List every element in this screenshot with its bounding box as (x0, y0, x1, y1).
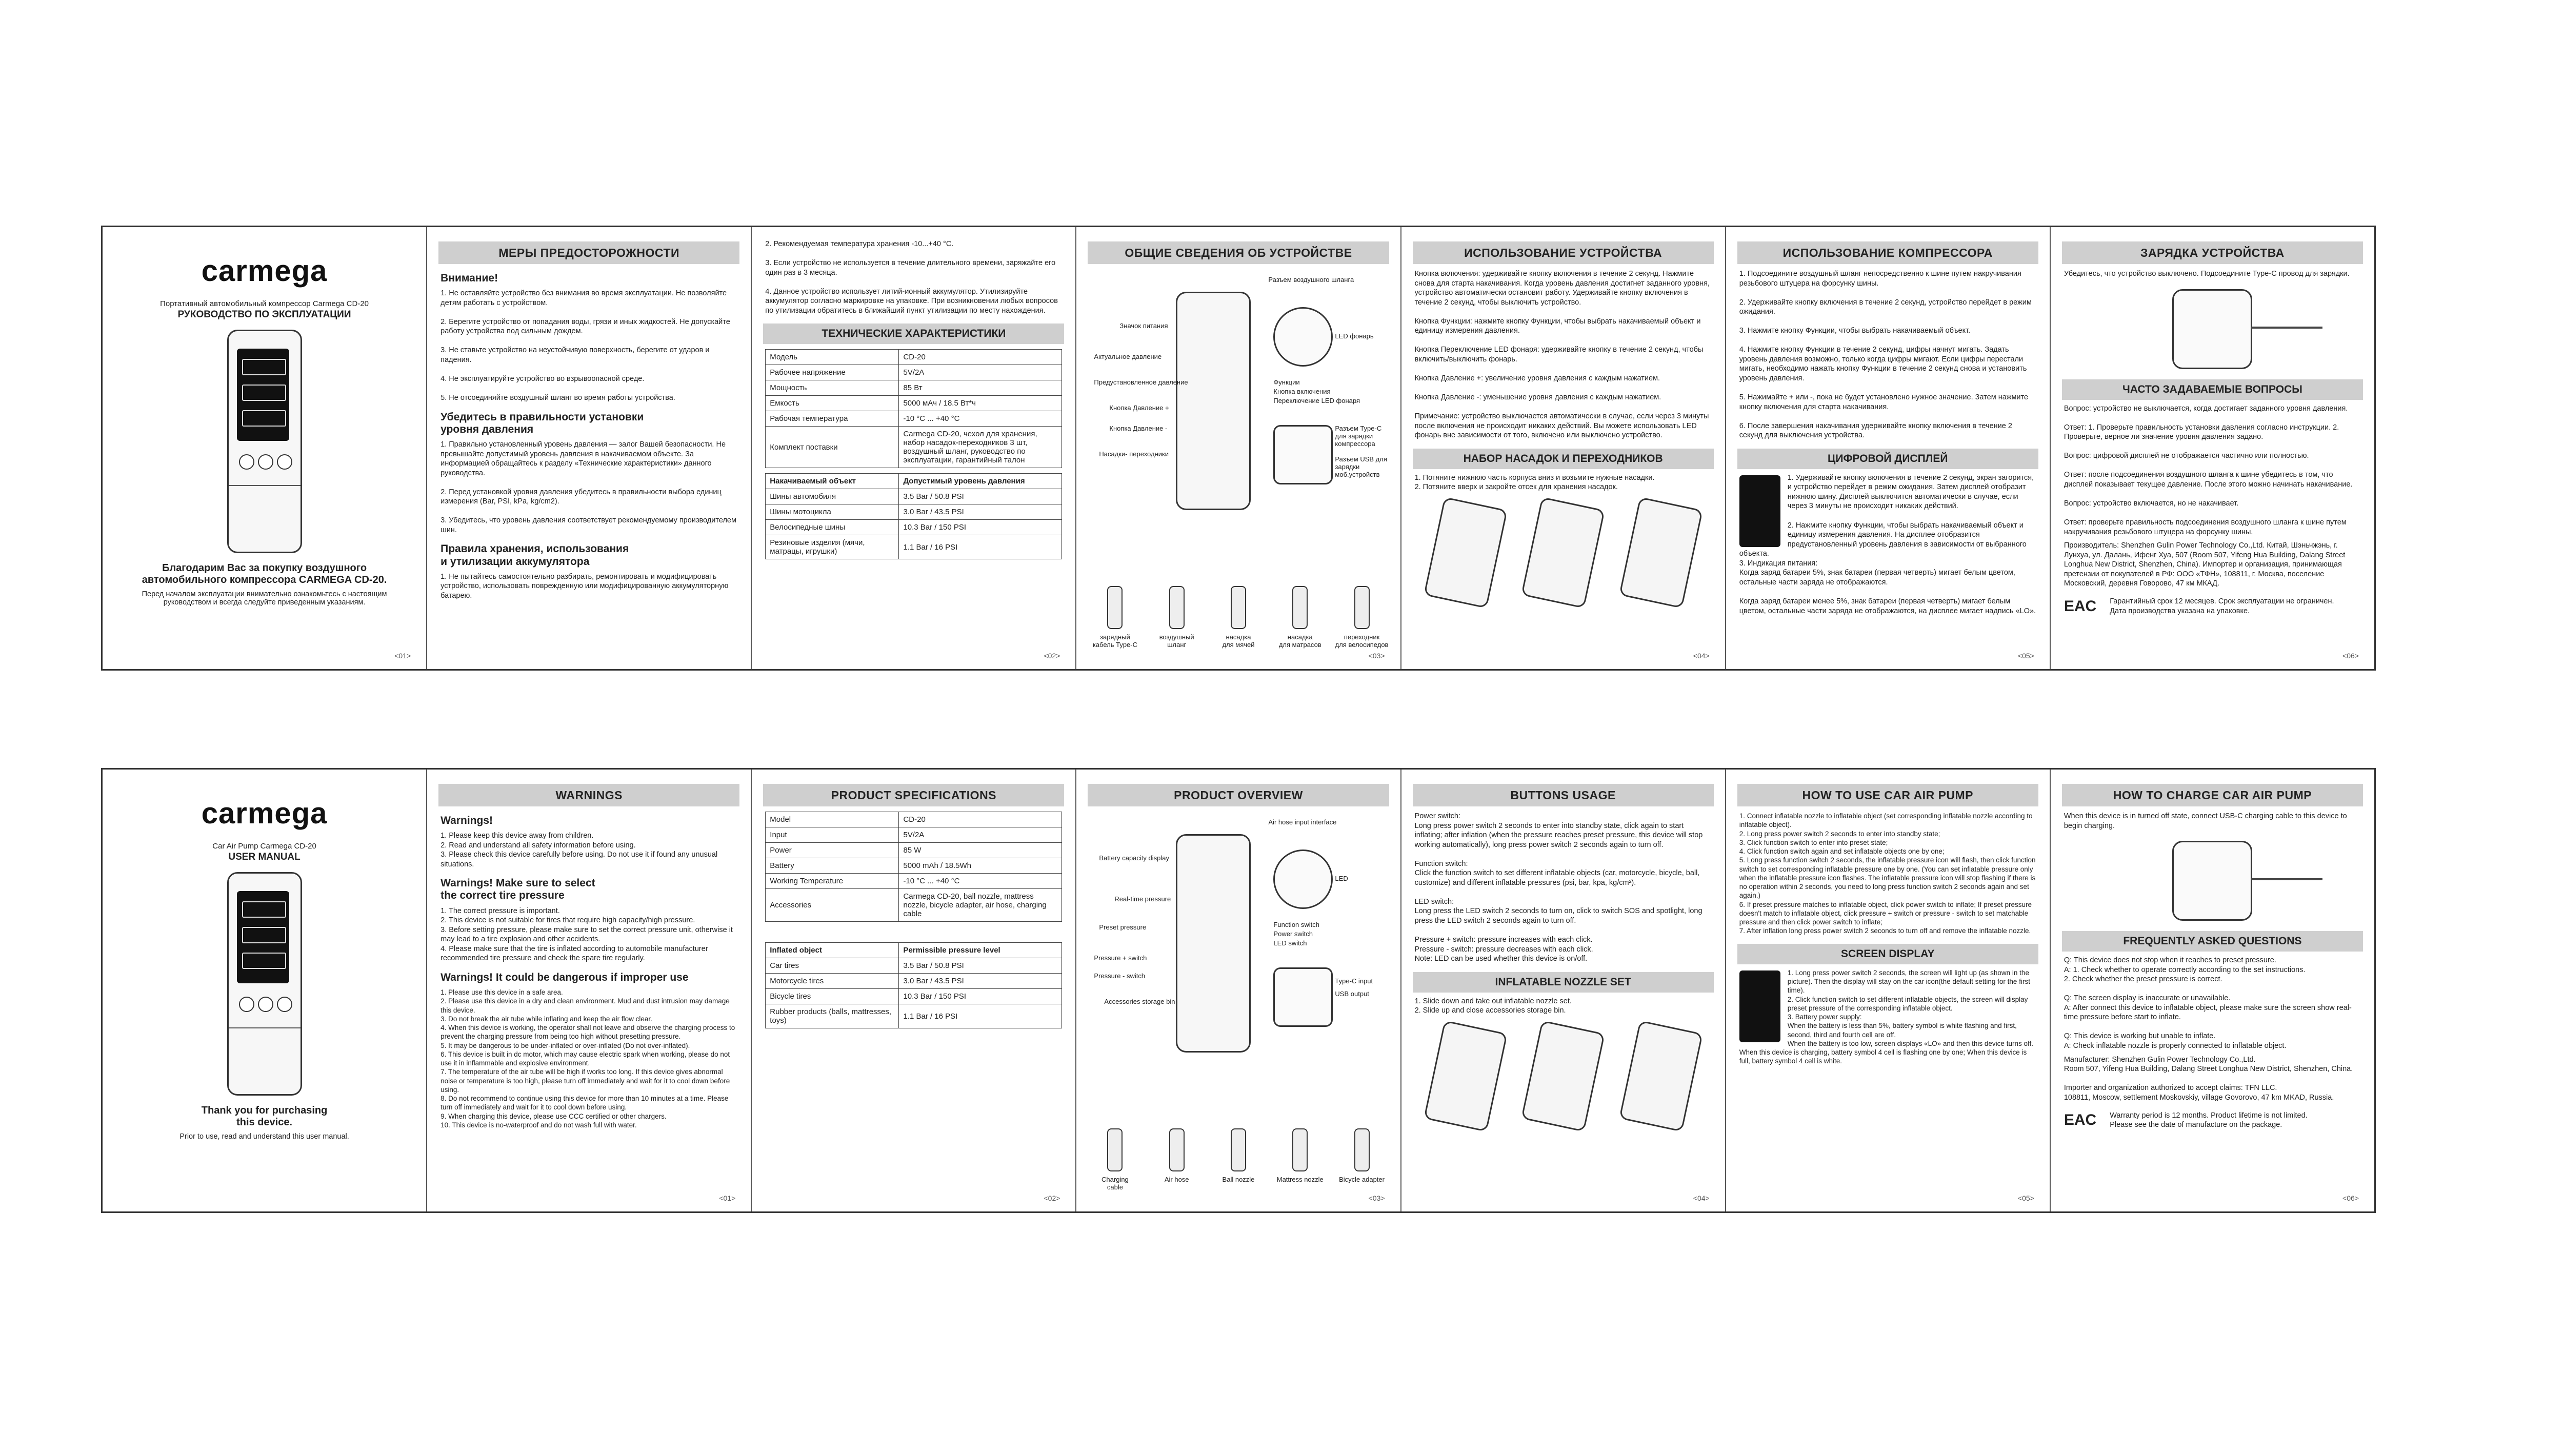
callout-usb: USB output (1335, 990, 1369, 998)
callout-minus: Pressure - switch (1094, 972, 1146, 980)
accessory-icon (1107, 1128, 1123, 1171)
table-row (766, 974, 1062, 989)
accessory-label: Ball nozzle (1222, 1176, 1255, 1183)
callout-typec: Разъем Type-C для зарядки компрессора (1335, 424, 1382, 448)
cover-title: USER MANUAL (228, 852, 301, 862)
charging-illustration (2172, 289, 2252, 369)
section-header: ЗАРЯДКА УСТРОЙСТВА (2062, 241, 2363, 264)
table-value-cell: 10.3 Bar / 150 PSI (899, 989, 1062, 1004)
table-key-cell: Комплект поставки (766, 427, 899, 468)
paragraph: 1. Не пытайтесь самостоятельно разбирать, ремонтировать и модифицировать устройство, использовать поврежденную или модифицированную аккумуляторную батарею. (440, 572, 729, 600)
table-key-cell: Велосипедные шины (766, 520, 899, 535)
table-key-cell: Шины автомобиля (766, 489, 899, 504)
paragraph: 1. Slide down and take out inflatable nozzle set. 2. Slide up and close accessories storage bin. (1414, 997, 1572, 1015)
accessory-icon (1292, 586, 1308, 629)
table-key-cell: Car tires (766, 958, 899, 974)
cover-title: РУКОВОДСТВО ПО ЭКСПЛУАТАЦИИ (177, 309, 351, 320)
paragraph: When this device is in turned off state, connect USB-C charging cable to this device to begin charging. (2064, 812, 2347, 830)
table-row (766, 958, 1062, 974)
table-value-cell: CD-20 (899, 350, 1062, 365)
table-value-cell: 85 Вт (899, 380, 1062, 396)
table-key-cell: Power (766, 843, 899, 858)
compressor-panel (1726, 227, 2051, 669)
heading: Правила хранения, использования и утилизации аккумулятора (440, 543, 629, 568)
warranty-text: Warranty period is 12 months. Product lifetime is not limited. Please see the date of manufacture on the package. (2110, 1111, 2308, 1129)
accessory-label: Bicycle adapter (1339, 1176, 1385, 1183)
accessory-label: насадка для мячей (1222, 633, 1255, 649)
accessories-row (1087, 586, 1390, 649)
accessory-label: Charging cable (1101, 1176, 1129, 1191)
spec-table (765, 812, 1062, 922)
callout-led-switch: LED switch (1273, 939, 1307, 947)
accessory-item (1334, 1128, 1390, 1191)
brand-logo: carmega (201, 797, 328, 830)
callout-nozzles: Accessories storage bin (1104, 998, 1175, 1005)
heading: Warnings! It could be dangerous if improper use (440, 971, 689, 983)
table-header-cell: Permissible pressure level (899, 943, 1062, 958)
nozzle-illustration (1417, 502, 1710, 603)
table-row (766, 535, 1062, 559)
table-header-row (766, 474, 1062, 489)
buttons-panel (1401, 770, 1726, 1211)
table-value-cell: -10 °С ... +40 °С (899, 411, 1062, 427)
section-header: HOW TO USE CAR AIR PUMP (1737, 784, 2038, 806)
pressure-table (765, 473, 1062, 559)
charging-panel (2051, 227, 2374, 669)
callout-led: LED (1335, 875, 1348, 882)
paragraph: 1. Please use this device in a safe area. 2. Please use this device in a dry and clean environment. Mud and dust intrusion may damage this device. 3. Do not break the air tube while inflating and keep the air flow clear. 4. When this device is working, the operator shall not leave and observe the charging process to prevent the charging pressure from being too high without presetting pressure. 5. It may be dangerous to be under-inflated or over-inflated (Do not over-inflated). 6. This device is built in dc motor, which may cause electric spark when working, please do not use it in inflammable and explosive environment. 7. The temperature of the air tube will be high if works too long. If this device gives abnormal noise or temperature is too high, please turn off immediately and wait for it to cool down before using. 8. Do not recommend to continue using this device for more than 10 minutes at a time. Please turn off immediately and wait for it to cool down before using. 9. When charging this device, please use CCC certified or other chargers. 10. This device is no-waterproof and do not wash full with water. (440, 988, 735, 1129)
cover-subtitle: Портативный автомобильный компрессор Carmega CD-20 (160, 299, 369, 308)
table-key-cell: Motorcycle tires (766, 974, 899, 989)
table-row (766, 504, 1062, 520)
callout-nozzles: Насадки- переходники (1099, 450, 1169, 458)
section-header: ЦИФРОВОЙ ДИСПЛЕЙ (1737, 449, 2038, 469)
paragraph: 1. The correct pressure is important. 2. This device is not suitable for tires that require high capacity/high pressure. 3. Before setting pressure, please make sure to set the correct pressure unit, otherwise it may lead to a tire explosion and other accidents. 4. Please make sure that the tire is inflated according to automobile manufacturer recommended tire pressure and check the spare tire regularly. (440, 906, 733, 963)
accessory-label: Mattress nozzle (1276, 1176, 1324, 1183)
spec-table (765, 349, 1062, 468)
table-value-cell: Carmega CD-20, ball nozzle, mattress nozzle, bicycle adapter, air hose, charging cable (899, 889, 1062, 922)
callout-actual: Real-time pressure (1114, 895, 1171, 903)
cover-thanks: Thank you for purchasing this device. (201, 1105, 328, 1128)
section-header: BUTTONS USAGE (1413, 784, 1714, 806)
accessory-label: зарядный кабель Type-C (1092, 633, 1138, 649)
paragraph: 1. Правильно установленный уровень давления — залог Вашей безопасности. Не превышайте допустимый уровень давления в накачиваемом объекте. За информацией обращайтесь к разделу «Технические характеристики» данного руководства. 2. Перед установкой уровня давления убедитесь в правильности выбора единиц измерения (Bar, PSI, kPa, kg/cm2). 3. Убедитесь, что уровень давления соответствует рекомендуемому производителем шин. (440, 440, 736, 534)
overview-panel (1076, 770, 1401, 1211)
table-value-cell: CD-20 (899, 812, 1062, 827)
accessory-item (1149, 586, 1205, 649)
table-value-cell: 3.5 Bar / 50.8 PSI (899, 489, 1062, 504)
section-header: МЕРЫ ПРЕДОСТОРОЖНОСТИ (438, 241, 739, 264)
device-diagram (1089, 271, 1388, 538)
table-value-cell: 5V/2A (899, 827, 1062, 843)
callout-led-switch: Переключение LED фонаря (1273, 397, 1360, 405)
accessory-icon (1354, 586, 1370, 629)
cover-panel (103, 227, 427, 669)
device-diagram (1089, 814, 1388, 1080)
section-header: ТЕХНИЧЕСКИЕ ХАРАКТЕРИСТИКИ (763, 323, 1064, 344)
device-illustration (227, 872, 302, 1096)
section-header: НАБОР НАСАДОК И ПЕРЕХОДНИКОВ (1413, 449, 1714, 469)
howto-panel (1726, 770, 2051, 1211)
callout-preset: Preset pressure (1099, 923, 1147, 931)
manual-sheet-russian (101, 226, 2376, 671)
cover-note: Prior to use, read and understand this user manual. (179, 1133, 349, 1141)
table-row (766, 889, 1062, 922)
callout-plus: Pressure + switch (1094, 954, 1147, 962)
accessory-item (1087, 1128, 1143, 1191)
table-value-cell: 5V/2A (899, 365, 1062, 380)
table-key-cell: Battery (766, 858, 899, 874)
page-number: <05> (2017, 1194, 2034, 1202)
charging-illustration (2172, 841, 2252, 921)
callout-hose: Разъем воздушного шланга (1268, 276, 1354, 284)
table-value-cell: 3.5 Bar / 50.8 PSI (899, 958, 1062, 974)
device-illustration (227, 330, 302, 553)
warnings-panel (427, 770, 752, 1211)
table-value-cell: 5000 мАч / 18.5 Вт*ч (899, 396, 1062, 411)
callout-function: Function switch (1273, 921, 1320, 928)
pressure-table (765, 942, 1062, 1028)
display-illustration (1739, 970, 1780, 1042)
paragraph: 1. Connect inflatable nozzle to inflatable object (set corresponding inflatable nozzle according to inflatable object). 2. Long press power switch 2 seconds to enter into standby state; 3. Click function switch to enter into preset state; 4. Click function switch again and set inflatable objects one by one; 5. Long press function switch 2 seconds, the inflatable pressure icon will flash, then click function switch to set corresponding inflatable pressure one by one. (You can set inflatable pressure only when the inflatable pressure icon flashes. The inflatable pressure icon will stop flashing if there is no operation within 2 seconds, you need to long press function switch 2 seconds again and set again.) 6. If preset pressure matches to inflatable object, click power switch to inflate; If preset pressure doesn't match to inflatable object, click pressure + switch or pressure - switch to set matchable pressure and then click power switch to inflate; 7. After inflation long press power switch 2 seconds to turn off and remove the inflatable nozzle. (1739, 812, 2036, 935)
table-key-cell: Рабочая температура (766, 411, 899, 427)
nozzle-illustration (1417, 1026, 1710, 1126)
table-value-cell: 1.1 Bar / 16 PSI (899, 1004, 1062, 1028)
table-value-cell: 5000 mAh / 18.5Wh (899, 858, 1062, 874)
paragraph: 2. Рекомендуемая температура хранения -10...+40 °С. 3. Если устройство не используется в течение длительного времени, заряжайте его один раз в 3 месяца. 4. Данное устройство использует литий-ионный аккумулятор. Утилизируйте аккумулятор согласно маркировке на упаковке. При возникновении любых вопросов по утилизации обратитесь в ближайший пункт утилизации по месту нахождения. (765, 240, 1058, 315)
callout-hose: Air hose input interface (1268, 818, 1337, 826)
table-key-cell: Rubber products (balls, mattresses, toys) (766, 1004, 899, 1028)
table-key-cell: Model (766, 812, 899, 827)
section-header: ИСПОЛЬЗОВАНИЕ КОМПРЕССОРА (1737, 241, 2038, 264)
charge-panel (2051, 770, 2374, 1211)
callout-usb: Разъем USB для зарядки моб.устройств (1335, 455, 1387, 478)
table-row (766, 411, 1062, 427)
table-value-cell: 85 W (899, 843, 1062, 858)
section-header: ЧАСТО ЗАДАВАЕМЫЕ ВОПРОСЫ (2062, 379, 2363, 400)
table-value-cell: Carmega CD-20, чехол для хранения, набор насадок-переходников 3 шт, воздушный шланг, руководство по эксплуатации, гарантийный талон (899, 427, 1062, 468)
callout-minus: Кнопка Давление - (1109, 424, 1168, 432)
paragraph: 1. Потяните нижнюю часть корпуса вниз и возьмите нужные насадки. 2. Потяните вверх и закройте отсек для хранения насадок. (1414, 473, 1655, 492)
table-value-cell: 3.0 Bar / 43.5 PSI (899, 974, 1062, 989)
heading: Внимание! (440, 272, 498, 284)
callout-battery: Значок питания (1119, 322, 1168, 330)
table-row (766, 396, 1062, 411)
heading: Warnings! (440, 815, 493, 826)
eac-mark: EAC (2064, 597, 2097, 615)
accessory-label: воздушный шланг (1159, 633, 1194, 649)
callout-led: LED фонарь (1335, 332, 1374, 340)
accessories-row (1087, 1128, 1390, 1191)
callout-plus: Кнопка Давление + (1109, 404, 1169, 412)
section-header: SCREEN DISPLAY (1737, 944, 2038, 964)
table-key-cell: Accessories (766, 889, 899, 922)
accessory-icon (1231, 586, 1246, 629)
callout-power: Кнопка включения (1273, 388, 1331, 395)
table-row (766, 489, 1062, 504)
warranty-text: Гарантийный срок 12 месяцев. Срок эксплуатации не ограничен. Дата производства указана на упаковке. (2110, 597, 2334, 615)
table-key-cell: Модель (766, 350, 899, 365)
cover-thanks: Благодарим Вас за покупку воздушного автомобильного компрессора CARMEGA CD-20. (142, 562, 387, 585)
accessory-label: переходник для велосипедов (1335, 633, 1389, 649)
table-row (766, 380, 1062, 396)
section-header: HOW TO CHARGE CAR AIR PUMP (2062, 784, 2363, 806)
eac-mark: EAC (2064, 1111, 2097, 1129)
paragraph: Power switch: Long press power switch 2 seconds to enter into standby state, click again to start inflating; after inflation (when the pressure reaches preset pressure, this device will stop working automatically), long press power switch 2 seconds again to turn off. Function switch: Click the function switch to set different inflatable objects (car, motorcycle, bicycle, ball, customize) and different inflatable pressures (psi, bar, kpa, kg/cm²). LED switch: Long press the LED switch 2 seconds to turn on, click to switch SOS and spotlight, long press the LED switch 2 seconds again to turn off. Pressure + switch: pressure increases with each click. Pressure - switch: pressure decreases with each click. Note: LED can be used whether this device is on/off. (1414, 812, 1703, 963)
table-header-cell: Допустимый уровень давления (899, 474, 1062, 489)
heading: Warnings! Make sure to select the correct tire pressure (440, 877, 595, 902)
manufacturer-text: Manufacturer: Shenzhen Gulin Power Technology Co.,Ltd. Room 507, Yifeng Hua Building, Dalang Street Longhua New District, Shenzhen, China. Importer and organization authorized to accept claims: TFN LLC. 108811, Moscow, settlement Moskovskiy, village Govorovo, 47 km MKAD, Russia. (2064, 1055, 2353, 1102)
paragraph: Кнопка включения: удерживайте кнопку включения в течение 2 секунд. Нажмите снова для старта накачивания. Когда уровень давления достигнет заданного уровня, устройство автоматически остановит работу. Удерживайте кнопку включения в течение 2 секунд, чтобы выключить устройство. Кнопка Функции: нажмите кнопку Функции, чтобы выбрать накачиваемый объект и единицу измерения давления. Кнопка Переключение LED фонаря: удерживайте кнопку в течение 2 секунд, чтобы включить/выключить фонарь. Кнопка Давление +: увеличение уровня давления с каждым нажатием. Кнопка Давление -: уменьшение уровня давления с каждым нажатием. Примечание: устройство выключается автоматически в случае, если через 3 минуты после включения не происходит никаких действий. Вы можете использовать LED фонарь вне зависимости от того, включено или выключено устройство. (1414, 270, 1710, 440)
table-value-cell: -10 °C ... +40 °C (899, 874, 1062, 889)
manual-sheet-english (101, 768, 2376, 1213)
table-key-cell: Мощность (766, 380, 899, 396)
accessory-icon (1169, 1128, 1185, 1171)
section-header: FREQUENTLY ASKED QUESTIONS (2062, 931, 2363, 952)
cover-subtitle: Car Air Pump Carmega CD-20 (212, 842, 316, 851)
callout-typec: Type-C input (1335, 977, 1373, 985)
table-row (766, 874, 1062, 889)
cover-panel (103, 770, 427, 1211)
paragraph: 1. Подсоедините воздушный шланг непосредственно к шине путем накручивания резьбового штуцера на форсунку шины. 2. Удерживайте кнопку включения в течение 2 секунд, устройство перейдет в режим ожидания. 3. Нажмите кнопку Функции, чтобы выбрать накачиваемый объект. 4. Нажмите кнопку Функции в течение 2 секунд, цифры начнут мигать. Задать уровень давления возможно, только когда цифры мигают. Если цифры перестали мигать, необходимо нажать кнопку Функции в течение 2 секунд снова и установить уровень давления. 5. Нажимайте + или -, пока не будет установлено нужное значение. Затем нажмите кнопку включения для старта накачивания. 6. После завершения накачивания удерживайте кнопку включения в течение 2 секунд для выключения устройства. (1739, 270, 2032, 440)
callout-actual: Актуальное давление (1094, 353, 1162, 360)
table-key-cell: Шины мотоцикла (766, 504, 899, 520)
table-row (766, 989, 1062, 1004)
paragraph: 1. Удерживайте кнопку включения в течение 2 секунд, экран загорится, и устройство перейдет в режим ожидания. Затем дисплей отобразит нижнюю шину. Дисплей выключится автоматически в случае, если через 3 минуты не происходит никаких действий. 2. Нажмите кнопку Функции, чтобы выбрать накачиваемый объект и единицу измерения давления. На дисплее отобразится предустановленный уровень давления в зависимости от выбранного объекта. 3. Индикация питания: Когда заряд батареи 5%, знак батареи (первая четверть) мигает белым цветом, остальные части заряда не отображаются. Когда заряд батареи менее 5%, знак батареи (первая четверть) мигает белым цветом, остальные части заряда не отображаются, на дисплее мигает надпись «LO». (1739, 473, 2036, 615)
accessory-icon (1169, 586, 1185, 629)
paragraph: 1. Не оставляйте устройство без внимания во время эксплуатации. Не позволяйте детям работать с устройством. 2. Берегите устройство от попадания воды, грязи и иных жидкостей. Не допускайте работу устройства под сильным дождем. 3. Не ставьте устройство на неустойчивую поверхность, берегите от ударов и падения. 4. Не эксплуатируйте устройство во взрывоопасной среде. 5. Не отсоединяйте воздушный шланг во время работы устройства. (440, 289, 730, 402)
accessory-icon (1107, 586, 1123, 629)
section-header: INFLATABLE NOZZLE SET (1413, 972, 1714, 993)
page-number: <01> (719, 1194, 736, 1202)
callout-preset: Предустановленное давление (1094, 378, 1188, 386)
display-illustration (1739, 475, 1780, 547)
paragraph: 1. Long press power switch 2 seconds, the screen will light up (as shown in the picture). Then the display will stay on the car icon(the default setting for the first time). 2. Click function switch to set different inflatable objects, the screen will display preset pressure of the corresponding inflatable object. 3. Battery power supply: When the battery is less than 5%, battery symbol is white flashing and first, second, third and fourth cell are off. When the battery is too low, screen displays «LO» and then this device turns off. When this device is charging, battery symbol 4 cell is flashing one by one; When this device is full, battery symbol 4 cell is white. (1739, 968, 2033, 1065)
table-row (766, 350, 1062, 365)
paragraph: 1. Please keep this device away from children. 2. Read and understand all safety information before using. 3. Please check this device carefully before using. Do not use it if found any unusual situations. (440, 832, 718, 868)
table-row (766, 1004, 1062, 1028)
page-number: <04> (1693, 652, 1710, 660)
table-key-cell: Резиновые изделия (мячи, матрацы, игрушки) (766, 535, 899, 559)
page-number: <03> (1368, 652, 1385, 660)
overview-panel (1076, 227, 1401, 669)
table-header-row (766, 943, 1062, 958)
section-header: PRODUCT SPECIFICATIONS (763, 784, 1064, 806)
table-value-cell: 1.1 Bar / 16 PSI (899, 535, 1062, 559)
accessory-item (1272, 586, 1328, 649)
table-value-cell: 10.3 Bar / 150 PSI (899, 520, 1062, 535)
table-header-cell: Накачиваемый объект (766, 474, 899, 489)
callout-function: Функции (1273, 378, 1300, 386)
accessory-item (1149, 1128, 1205, 1191)
table-row (766, 365, 1062, 380)
accessory-label: Air hose (1164, 1176, 1189, 1183)
specs-panel (752, 227, 1076, 669)
table-row (766, 427, 1062, 468)
brand-logo: carmega (201, 254, 328, 288)
page-number: <03> (1368, 1194, 1385, 1202)
manufacturer-text: Производитель: Shenzhen Gulin Power Technology Co.,Ltd. Китай, Шэньчжэнь, г. Лунхуа, ул. Далань, Ифенг Хуа, 507 (Room 507, Yifeng Hua Building, Dalang Street Longhua New District, Shenzhen, China). Импортер и организация, принимающая претензии от покупателей в РФ: ООО «ТФН», 108811, г. Москва, поселение Московский, деревня Говорово, 47 км МКАД. (2064, 541, 2346, 588)
callout-battery: Battery capacity display (1099, 854, 1169, 862)
specs-panel (752, 770, 1076, 1211)
page-number: <01> (394, 652, 411, 660)
table-row (766, 858, 1062, 874)
table-value-cell: 3.0 Bar / 43.5 PSI (899, 504, 1062, 520)
faq-text: Вопрос: устройство не выключается, когда достигает заданного уровня давления. Ответ: 1. Проверьте правильность установки давления согласно инструкции. 2. Проверьте, верное ли значение уровня давления задано. Вопрос: цифровой дисплей не отображается частично или полностью. Ответ: после подсоединения воздушного шланга к шине убедитесь в том, что дисплей показывает текущее давление. После этого можно начинать накачивание. Вопрос: устройство включается, но не накачивает. Ответ: проверьте правильность подсоединения воздушного шланга к шине путем накручивания резьбового штуцера на форсунку шины. (2064, 404, 2353, 536)
page-number: <02> (1044, 1194, 1060, 1202)
accessory-item (1272, 1128, 1328, 1191)
table-key-cell: Working Temperature (766, 874, 899, 889)
table-key-cell: Рабочее напряжение (766, 365, 899, 380)
page-number: <05> (2017, 652, 2034, 660)
accessory-icon (1292, 1128, 1308, 1171)
page-number: <02> (1044, 652, 1060, 660)
section-header: ИСПОЛЬЗОВАНИЕ УСТРОЙСТВА (1413, 241, 1714, 264)
safety-panel (427, 227, 752, 669)
accessory-item (1334, 586, 1390, 649)
cover-note: Перед началом эксплуатации внимательно ознакомьтесь с настоящим руководством и всегда следуйте приведенным указаниям. (142, 590, 387, 606)
page-number: <06> (2342, 652, 2359, 660)
table-row (766, 812, 1062, 827)
table-key-cell: Input (766, 827, 899, 843)
table-row (766, 827, 1062, 843)
table-key-cell: Bicycle tires (766, 989, 899, 1004)
page-number: <06> (2342, 1194, 2359, 1202)
heading: Убедитесь в правильности установки уровня давления (440, 411, 644, 435)
accessory-icon (1231, 1128, 1246, 1171)
table-row (766, 520, 1062, 535)
callout-power: Power switch (1273, 930, 1313, 938)
faq-text: Q: This device does not stop when it reaches to preset pressure. A: 1. Check whether to operate correctly according to the set instructions. 2. Check whether the preset pressure is correct. Q: The screen display is inaccurate or unavailable. A: After connect this device to inflatable object, please make sure the screen show real-time pressure before start to inflate. Q: This device is working but unable to inflate. A: Check inflatable nozzle is properly connected to inflatable object. (2064, 956, 2352, 1050)
accessory-item (1087, 586, 1143, 649)
accessory-icon (1354, 1128, 1370, 1171)
table-row (766, 843, 1062, 858)
paragraph: Убедитесь, что устройство выключено. Подсоедините Type-C провод для зарядки. (2064, 270, 2350, 278)
accessory-item (1210, 586, 1267, 649)
page-number: <04> (1693, 1194, 1710, 1202)
table-header-cell: Inflated object (766, 943, 899, 958)
accessory-label: насадка для матрасов (1278, 633, 1321, 649)
accessory-item (1210, 1128, 1267, 1191)
table-key-cell: Емкость (766, 396, 899, 411)
section-header: ОБЩИЕ СВЕДЕНИЯ ОБ УСТРОЙСТВЕ (1088, 241, 1389, 264)
section-header: WARNINGS (438, 784, 739, 806)
usage-panel (1401, 227, 1726, 669)
section-header: PRODUCT OVERVIEW (1088, 784, 1389, 806)
